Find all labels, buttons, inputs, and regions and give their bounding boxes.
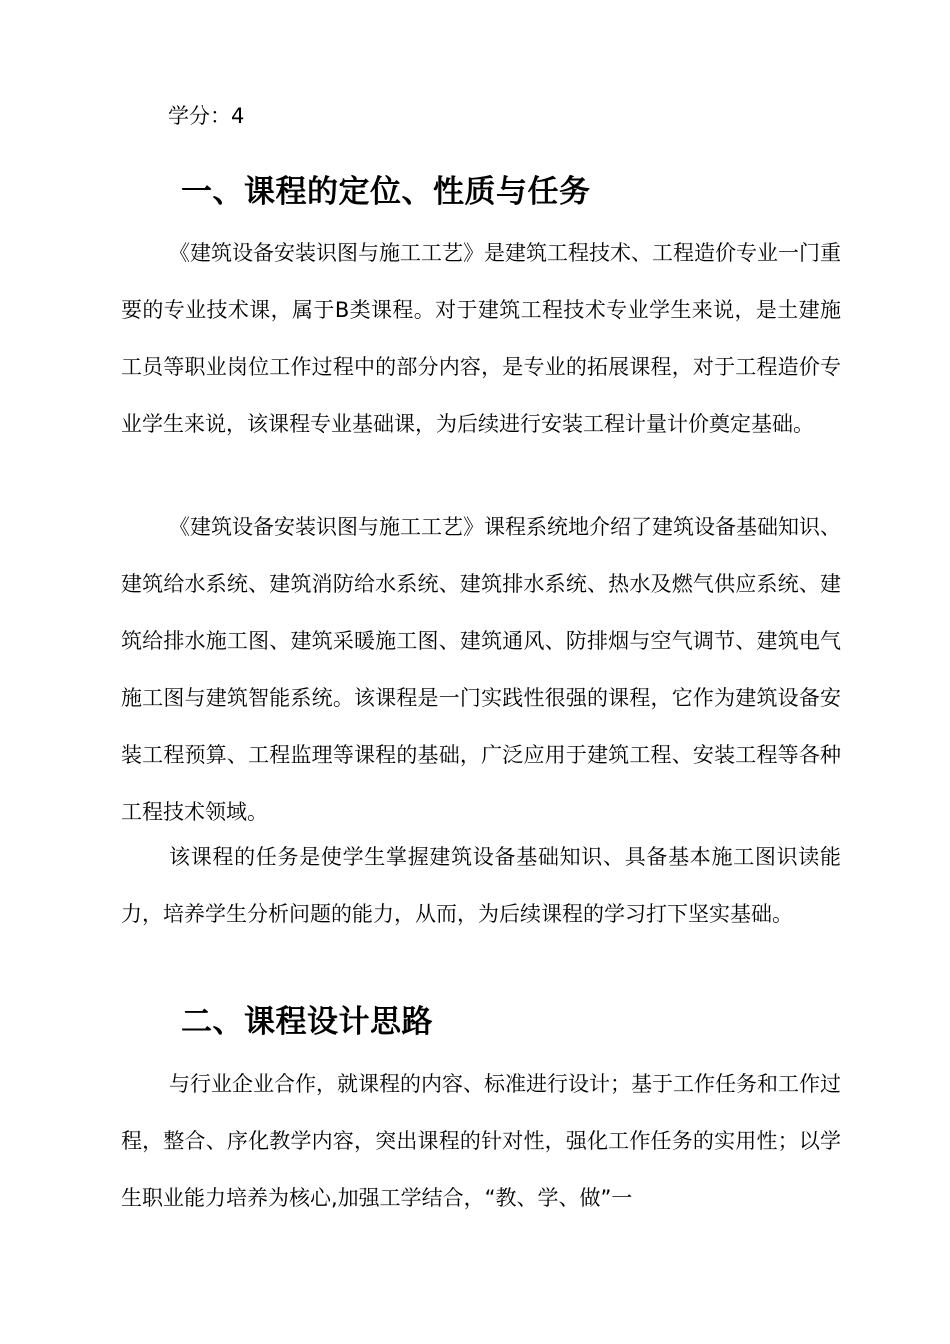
paragraph-course-content: 《建筑设备安装识图与施工工艺》课程系统地介绍了建筑设备基础知识、建筑给水系统、建筑消防给水系统、建筑排水系统、热水及燃气供应系统、建筑给排水施工图、建筑采暖施工图、建筑通风、防排烟与空气调节、建筑电气施工图与建筑智能系统。该课程是一门实践性很强的课程，它作为建筑设备安装工程预算、工程监理等课程的基础，广泛应用于建筑工程、安装工程等各种工程技术领域。: [121, 515, 841, 824]
paragraph-course-overview: 《建筑设备安装识图与施工工艺》是建筑工程技术、工程造价专业一门重要的专业技术课，属于B类课程。对于建筑工程技术专业学生来说，是土建施工员等职业岗位工作过程中的部分内容，是专业的拓展课程，对于工程造价专业学生来说，该课程专业基础课，为后续进行安装工程计量计价奠定基础。: [121, 241, 841, 436]
paragraph-design-approach: 与行业企业合作，就课程的内容、标准进行设计；基于工作任务和工作过程，整合、序化教学内容，突出课程的针对性，强化工作任务的实用性；以学生职业能力培养为核心,加强工学结合，“教、学、做”一: [121, 1072, 841, 1210]
section-heading-design: 二、课程设计思路: [181, 1004, 433, 1040]
section-heading-positioning: 一、课程的定位、性质与任务: [181, 174, 591, 210]
credit-line: 学分：4: [168, 104, 245, 128]
paragraph-course-task: 该课程的任务是使学生掌握建筑设备基础知识、具备基本施工图识读能力，培养学生分析问题的能力，从而，为后续课程的学习打下坚实基础。: [121, 845, 841, 926]
